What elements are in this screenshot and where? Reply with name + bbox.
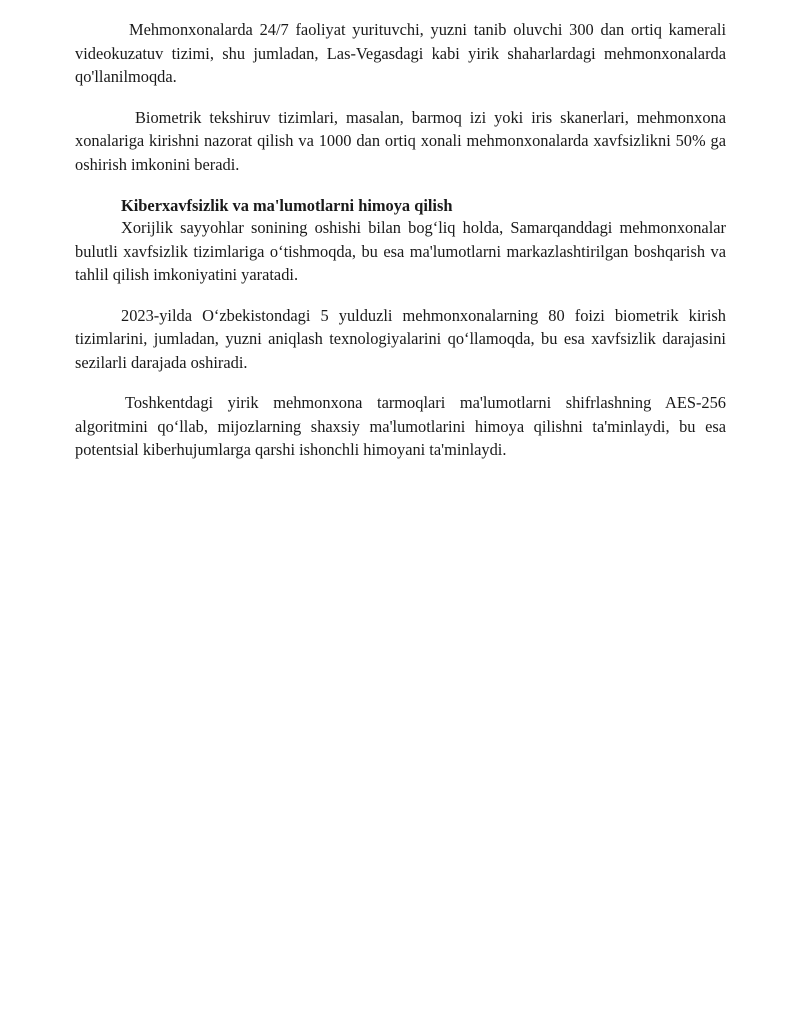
section-heading-cybersecurity: Kiberxavfsizlik va ma'lumotlarni himoya qilish <box>121 196 453 215</box>
paragraph-biometric-checks: Biometrik tekshiruv tizimlari, masalan, barmoq izi yoki iris skanerlari, mehmonxona xonalariga kirishni nazorat qilish va 1000 dan ortiq xonali mehmonxonalarda xavfsizlikni 50% ga oshirish imkonini beradi. <box>75 107 726 174</box>
paragraph-biometric-statistics: 2023-yilda O‘zbekistondagi 5 yulduzli mehmonxonalarning 80 foizi biometrik kirish tizimlarini, jumladan, yuzni aniqlash texnologiyalarini qo‘llamoqda, bu esa xavfsizlik darajasini sezilarli darajada oshiradi. <box>75 305 726 372</box>
paragraph-video-surveillance: Mehmonxonalarda 24/7 faoliyat yurituvchi, yuzni tanib oluvchi 300 dan ortiq kamerali videokuzatuv tizimi, shu jumladan, Las-Vegasdagi kabi yirik shaharlardagi mehmonxonalarda qo'llanilmoqda. <box>75 20 726 86</box>
document-page <box>75 18 726 462</box>
paragraph-data-encryption: Toshkentdagi yirik mehmonxona tarmoqlari ma'lumotlarni shifrlashning AES-256 algoritmini qo‘llab, mijozlarning shaxsiy ma'lumotlarini himoya qilishni ta'minlaydi, bu esa potentsial kiberhujumlarga qarshi ishonchli himoyani ta'minlaydi. <box>75 393 726 459</box>
paragraph-cloud-security: Xorijlik sayyohlar sonining oshishi bilan bog‘liq holda, Samarqanddagi mehmonxonalar bulutli xavfsizlik tizimlariga o‘tishmoqda, bu esa ma'lumotlarni markazlashtirilgan boshqarish va tahlil qilish imkoniyatini yaratadi. <box>75 218 726 284</box>
